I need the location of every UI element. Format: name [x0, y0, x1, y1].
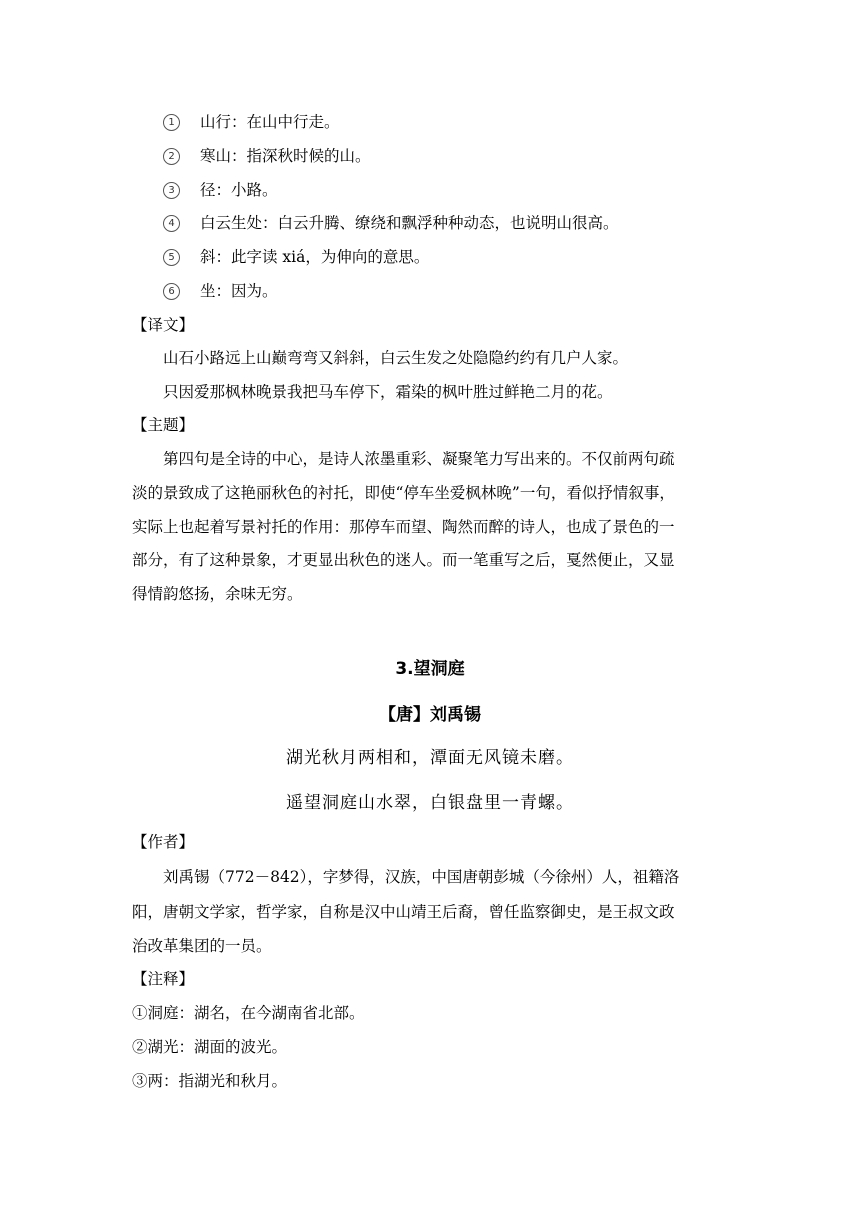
- annotation-line: ①洞庭：湖名，在今湖南省北部。: [132, 1004, 365, 1022]
- theme-line: 淡的景致成了这艳丽秋色的衬托，即使“停车坐爱枫林晚”一句，看似抒情叙事，: [132, 484, 675, 502]
- note-text: 斜：此字读 xiá，为伸向的意思。: [200, 248, 430, 266]
- poem-author: 【唐】刘禹锡: [379, 705, 481, 725]
- note-text: 寒山：指深秋时候的山。: [200, 147, 371, 165]
- note-number: 3: [163, 182, 180, 199]
- translation-line: 山石小路远上山巅弯弯又斜斜，白云生发之处隐隐约约有几户人家。: [163, 349, 629, 367]
- theme-line: 实际上也起着写景衬托的作用：那停车而望、陶然而醉的诗人，也成了景色的一: [132, 518, 675, 536]
- note-number: 4: [163, 215, 180, 232]
- translation-heading: 【译文】: [132, 316, 195, 334]
- note-number: 5: [163, 249, 180, 266]
- note-text: 白云生处：白云升腾、缭绕和飘浮种种动态，也说明山很高。: [200, 214, 619, 232]
- author-line: 刘禹锡（772－842），字梦得，汉族，中国唐朝彭城（今徐州）人，祖籍洛: [163, 868, 680, 886]
- theme-heading: 【主题】: [132, 416, 195, 434]
- note-item: [163, 111, 340, 133]
- note-text: 山行：在山中行走。: [200, 113, 340, 131]
- note-number: 6: [163, 283, 180, 300]
- note-item: [163, 179, 278, 201]
- note-number: 2: [163, 148, 180, 165]
- poem-line: 湖光秋月两相和，潭面无风镜未磨。: [286, 748, 574, 768]
- note-text: 径：小路。: [200, 181, 278, 199]
- note-item: [163, 212, 619, 234]
- note-item: [163, 145, 371, 167]
- annotation-line: ③两：指湖光和秋月。: [132, 1072, 288, 1090]
- note-item: [163, 246, 429, 268]
- theme-line: 第四句是全诗的中心，是诗人浓墨重彩、凝聚笔力写出来的。不仅前两句疏: [163, 450, 675, 468]
- poem-line: 遥望洞庭山水翠，白银盘里一青螺。: [286, 793, 574, 813]
- author-line: 阳，唐朝文学家，哲学家，自称是汉中山靖王后裔，曾任监察御史，是王叔文政: [132, 903, 675, 921]
- annotation-line: ②湖光：湖面的波光。: [132, 1038, 288, 1056]
- author-heading: 【作者】: [132, 833, 195, 851]
- translation-line: 只因爱那枫林晚景我把马车停下，霜染的枫叶胜过鲜艳二月的花。: [163, 383, 613, 401]
- annotation-heading: 【注释】: [132, 970, 195, 988]
- theme-line: 得情韵悠扬，余味无穷。: [132, 585, 303, 603]
- theme-line: 部分，有了这种景象，才更显出秋色的迷人。而一笔重写之后，戛然便止，又显: [132, 551, 675, 569]
- note-item: [163, 280, 278, 302]
- poem-title: 3.望洞庭: [395, 659, 465, 679]
- note-text: 坐：因为。: [200, 282, 278, 300]
- author-line: 治改革集团的一员。: [132, 937, 272, 955]
- note-number: 1: [163, 114, 180, 131]
